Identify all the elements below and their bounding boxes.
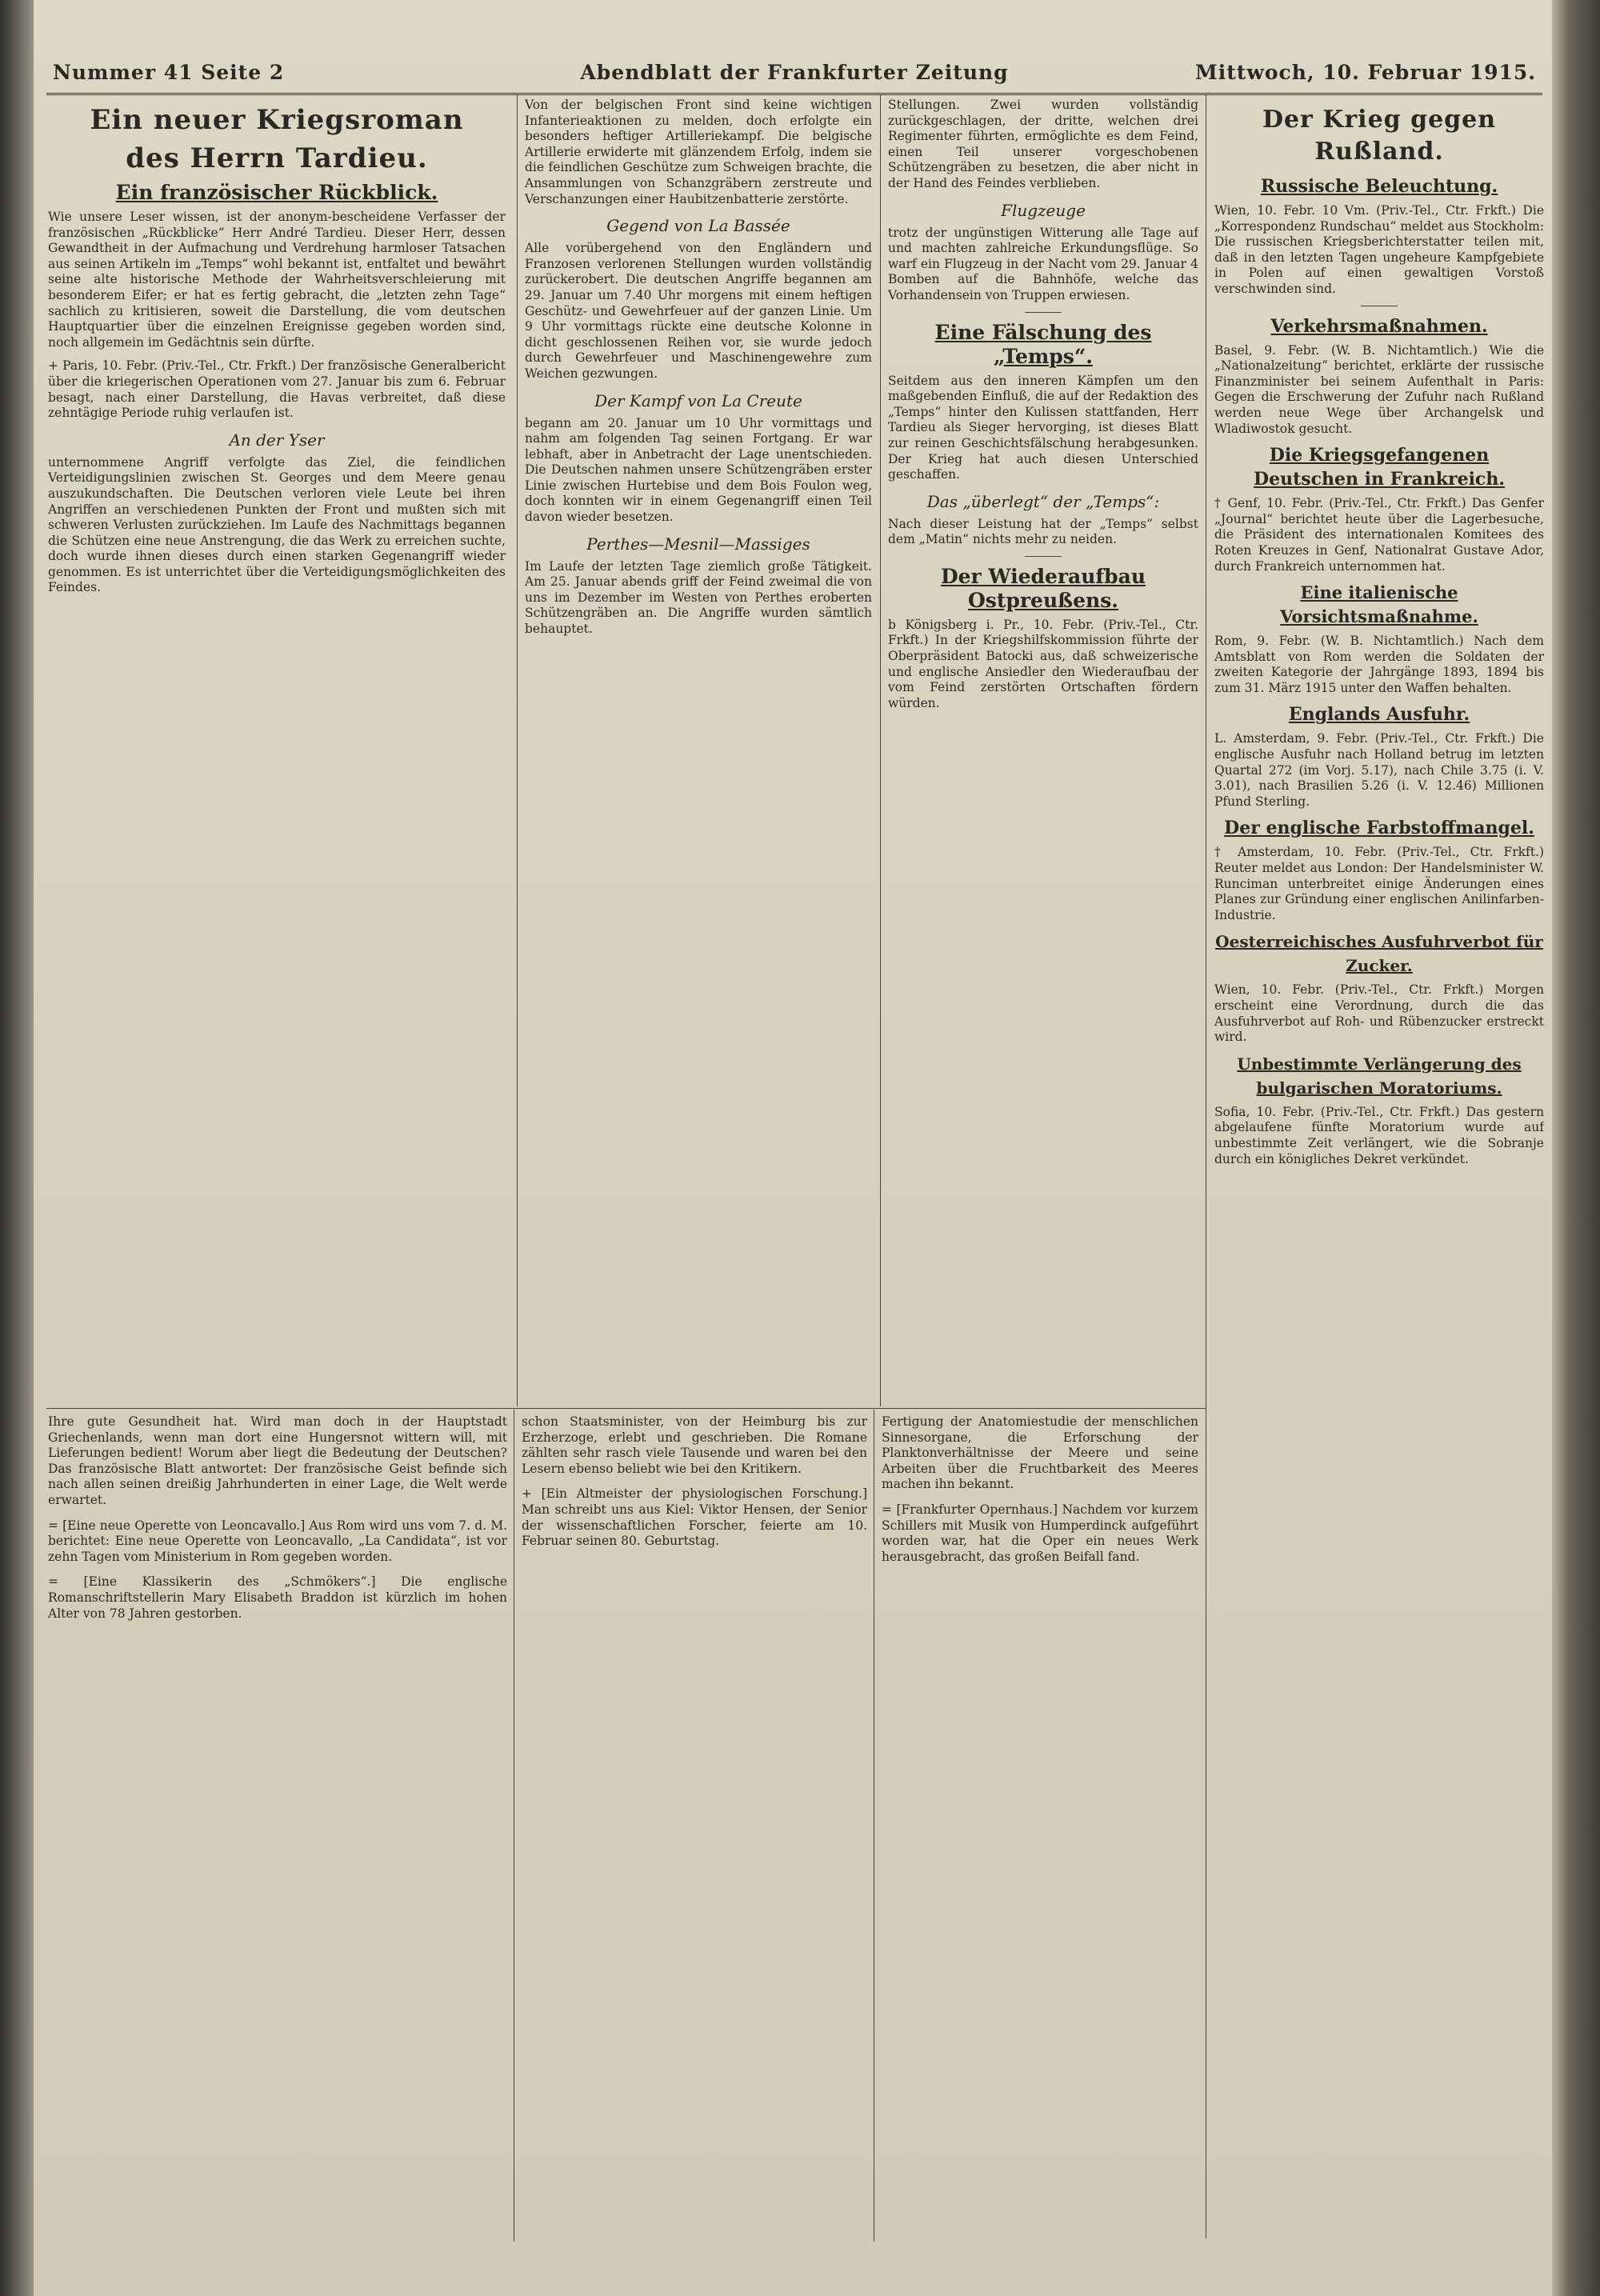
article-column-1: [48, 98, 506, 1403]
headline: Der Krieg gegen Rußland.: [1262, 106, 1497, 166]
article-text: Sofia, 10. Febr. (Priv.-Tel., Ctr. Frkft.) Das gestern abgelaufene fünfte Moratorium wurde auf unbestimmte Zeit verlängert, wie die Sobranje durch ein königliches Dekret verkündet.: [1214, 1104, 1544, 1166]
section-subheading: Flugzeuge: [1001, 200, 1086, 220]
separator: [1025, 556, 1062, 557]
page-number: Nummer 41 Seite 2: [53, 61, 285, 84]
subheadline: Russische Beleuchtung.: [1260, 176, 1498, 197]
feuilleton-text: = [Eine Klassikerin des „Schmökers“.] Die englische Romanschriftstellerin Mary Elisabeth Braddon ist kürzlich im hohen Alter von 78 Jahren gestorben.: [48, 1574, 507, 1621]
feuilleton-column-2: [522, 1414, 867, 2238]
article-text: Basel, 9. Febr. (W. B. Nichtamtlich.) Wie die „Nationalzeitung“ berichtet, erklärte der russische Finanzminister bei seinem Aufenthalt in Paris: Gegen die Erschwerung der Zufuhr nach Rußland werden neue Wege über Archangelsk und Wladiwostok gesucht.: [1214, 342, 1544, 436]
feuilleton-text: Fertigung der Anatomiestudie der menschlichen Sinnesorgane, die Erforschung der Planktonverhältnisse der Meere und seine Arbeiten über die Fruchtbarkeit des Meeres machen ihn bekannt.: [882, 1414, 1198, 1492]
article-text: Wien, 10. Febr. 10 Vm. (Priv.-Tel., Ctr. Frkft.) Die „Korrespondenz Rundschau“ meldet aus Stockholm: Die russischen Kriegsberichterstatter teilen mit, daß in den letzten Tagen ungeheure Kampfgebiete in Polen auf einen gewaltigen Vorstoß verschwinden sind.: [1214, 203, 1544, 296]
newspaper-name: Abendblatt der Frankfurter Zeitung: [580, 61, 1009, 84]
headline: Die Kriegsgefangenen Deutschen in Frankreich.: [1254, 445, 1505, 490]
section-subheading: Der Kampf von La Creute: [594, 390, 802, 410]
article-text: Wien, 10. Febr. (Priv.-Tel., Ctr. Frkft.) Morgen erscheint eine Verordnung, durch die das Ausfuhrverbot auf Roh- und Rübenzucker erstreckt wird.: [1214, 982, 1544, 1045]
column-rule: [880, 94, 881, 1406]
section-subheading: Das „überlegt“ der „Temps“:: [926, 491, 1160, 511]
separator: [1025, 312, 1062, 313]
headline: Der Wiederaufbau Ostpreußens.: [940, 564, 1146, 612]
feuilleton-text: = [Eine neue Operette von Leoncavallo.] Aus Rom wird uns vom 7. d. M. berichtet: Eine neue Operette von Leoncavallo, „La Candidata“, ist vor zehn Tagen vom Ministerium in Rom gegeben worden.: [48, 1518, 507, 1564]
article-column-2: [525, 98, 872, 1403]
article-text: unternommene Angriff verfolgte das Ziel, die feindlichen Verteidigungslinien zwischen St. Georges und dem Meere genau auszukundschaften. Die Deutschen verloren viele Leute bei ihren Angriffen an verschiedenen Punkten der Front und mußten sich mit schweren Verlusten zurückziehen. Im Laufe des Nachmittags begannen die Schützen eine neue Anstrengung, die das Werk zu erreichen suchte, doch wurde ihnen dieses durch einen starken Gegenangriff wieder genommen. Es ist unterrichtet über die Verteidigungsmöglichkeiten des Feindes.: [48, 454, 506, 595]
article-text: Von der belgischen Front sind keine wichtigen Infanterieaktionen zu melden, doch erfolgte ein besonders heftiger Artilleriekampf. Die belgische Artillerie erwiderte mit glänzendem Erfolg, indem sie die feindlichen Geschütze zum Schweigen brachte, die Ansammlungen von Schanzgräbern zerstreute und Verschanzungen einer Haubitzenbatterie zerstörte.: [525, 98, 872, 206]
headline: Englands Ausfuhr.: [1288, 704, 1470, 726]
article-text: † Amsterdam, 10. Febr. (Priv.-Tel., Ctr. Frkft.) Reuter meldet aus London: Der Handelsminister W. Runciman unterbreitet einige Änderungen eines Planes zur Gründung einer englischen Anilinfarben-Industrie.: [1214, 845, 1544, 922]
article-text: Rom, 9. Febr. (W. B. Nichtamtlich.) Nach dem Amtsblatt von Rom werden die Soldaten der zweiten Kategorie der Jahrgänge 1893, 1894 bis zum 31. März 1915 unter den Waffen behalten.: [1214, 634, 1544, 695]
article-text: L. Amsterdam, 9. Febr. (Priv.-Tel., Ctr. Frkft.) Die englische Ausfuhr nach Holland betrug im letzten Quartal 272 (im Vorj. 5.17), nach Chile 3.75 (i. V. 3.01), nach Brasilien 5.26 (i. V. 12.46) Millionen Pfund Sterling.: [1214, 731, 1544, 809]
feuilleton-column-3: [882, 1414, 1198, 2238]
feuilleton-column-1: [48, 1414, 507, 2238]
article-text: Wie unsere Leser wissen, ist der anonym-bescheidene Verfasser der französischen „Rückblicke“ Herr André Tardieu. Dieser Herr, dessen Gewandtheit in der Aufmachung und Verdrehung harmloser Tatsachen aus seinen Artikeln im „Temps“ wohl bekannt ist, entfaltet und bewährt seine alte historische Methode der Wahrheitsverschleierung mit besonderem Eifer; er hat es fertig gebracht, die „letzten zehn Tage“ sachlich zu kritisieren, soweit die Darstellung, die vom deutschen Hauptquartier über die einzelnen Ereignisse gegeben worden sind, noch allgemein im Gedächtnis sein dürfte.: [48, 210, 506, 350]
feuilleton-rule: [46, 1408, 1206, 1409]
feuilleton-text: schon Staatsminister, von der Heimburg bis zur Erzherzoge, erlebt und geschrieben. Die Romane zählten sehr rasch viele Tausende und waren bei den Lesern ebenso beliebt wie bei den Kritikern.: [522, 1414, 867, 1476]
headline: des Herrn Tardieu.: [126, 142, 428, 174]
article-text: Seitdem aus den inneren Kämpfen um den maßgebenden Einfluß, die auf der Redaktion des „Temps“ hinter den Kulissen stattfanden, Herr Tardieu als Sieger hervorging, ist dieses Blatt zur reinen Geschichtsfälschung herabgesunken. Der Krieg hat auch diesen Unterschied geschaffen.: [888, 373, 1198, 482]
column-rule: [517, 94, 518, 1406]
scan-right-edge: [1552, 0, 1600, 2296]
masthead: [46, 56, 1542, 95]
section-subheading: Gegend von La Bassée: [606, 216, 790, 236]
article-text: begann am 20. Januar um 10 Uhr vormittags und nahm am folgenden Tag seinen Fortgang. Er war lebhaft, aber in Anbetracht der Lage unentschieden. Die Deutschen nahmen unsere Schützengräben erster Linie zwischen Hurtebise und dem Bois Foulon weg, doch konnten wir in einem Gegenangriff einen Teil davon wieder besetzen.: [525, 415, 872, 525]
feuilleton-text: + [Ein Altmeister der physiologischen Forschung.] Man schreibt uns aus Kiel: Viktor Hensen, der Senior der wissenschaftlichen Forscher, feierte am 10. Februar seinen 80. Geburtstag.: [522, 1486, 867, 1549]
article-text: Stellungen. Zwei wurden vollständig zurückgeschlagen, der dritte, welchen drei Regimenter führten, ermöglichte es dem Feind, einen Teil unserer vorgeschobenen Schützengräben zu besetzen, die aber nicht in der Hand des Feindes verblieben.: [888, 98, 1198, 190]
article-column-4: [1214, 98, 1544, 2234]
article-text: Im Laufe der letzten Tage ziemlich große Tätigkeit. Am 25. Januar abends griff der Feind zweimal die von uns im Dezember im Westen von Perthes eroberten Schützengräben an. Die Angriffe wurden sämtlich behauptet.: [525, 558, 872, 637]
headline: Ein neuer Kriegsroman: [90, 104, 464, 136]
headline: Oesterreichisches Ausfuhrverbot für Zucker.: [1215, 932, 1543, 976]
article-column-3: [888, 98, 1198, 1403]
article-text: Alle vorübergehend von den Engländern und Franzosen verlorenen Stellungen wurden vollständig zurückerobert. Die deutschen Angriffe begannen am 29. Januar um 7.40 Uhr morgens mit einem heftigen Geschütz- und Gewehrfeuer auf der ganzen Linie. Um 9 Uhr vormittags rückte eine deutsche Kolonne in dicht geschlossenen Reihen vor, sie wurde jedoch durch Gewehrfeuer und Maschinengewehre zum Weichen gezwungen.: [525, 241, 872, 381]
scan-binding-edge: [0, 0, 34, 2296]
article-text: b Königsberg i. Pr., 10. Febr. (Priv.-Tel., Ctr. Frkft.) In der Kriegshilfskommission führte der Oberpräsident Batocki aus, daß schweizerische und englische Ansiedler den Wiederaufbau der vom Feind zerstörten Ortschaften fördern würden.: [888, 617, 1198, 710]
article-text: † Genf, 10. Febr. (Priv.-Tel., Ctr. Frkft.) Das Genfer „Journal“ berichtet heute über die Lagerbesuche, die Präsident des internationalen Komitees des Roten Kreuzes in Genf, Nationalrat Gustave Ador, durch Frankreich unternommen hat.: [1214, 496, 1544, 574]
headline: Verkehrsmaßnahmen.: [1270, 315, 1488, 337]
newspaper-page: [34, 0, 1552, 2296]
issue-date: Mittwoch, 10. Februar 1915.: [1195, 61, 1536, 84]
article-text: trotz der ungünstigen Witterung alle Tage auf und machten zahlreiche Erkundungsflüge. So warf ein Flugzeug in der Nacht vom 29. Januar 4 Bomben auf die Bahnhöfe, welche das Vorhandensein von Truppen erwiesen.: [888, 225, 1198, 302]
section-subheading: An der Yser: [229, 430, 325, 450]
headline: Unbestimmte Verlängerung des bulgarischen Moratoriums.: [1237, 1054, 1522, 1098]
headline: Eine Fälschung des „Temps“.: [934, 320, 1152, 368]
subheadline: Ein französischer Rückblick.: [115, 181, 438, 204]
article-text: Nach dieser Leistung hat der „Temps“ selbst dem „Matin“ nichts mehr zu neiden.: [888, 516, 1198, 547]
headline: Eine italienische Vorsichtsmaßnahme.: [1280, 582, 1478, 627]
section-subheading: Perthes—Mesnil—Massiges: [586, 534, 810, 554]
headline: Der englische Farbstoffmangel.: [1224, 818, 1534, 839]
feuilleton-text: = [Frankfurter Opernhaus.] Nachdem vor kurzem Schillers mit Musik von Humperdinck aufgeführt worden war, hat die Oper ein neues Werk herausgebracht, das großen Beifall fand.: [882, 1502, 1198, 1564]
article-text: + Paris, 10. Febr. (Priv.-Tel., Ctr. Frkft.) Der französische Generalbericht über die kriegerischen Operationen vom 27. Januar bis zum 6. Februar besagt, nach einer Darstellung, die Havas verbreitet, daß diese zehntägige Periode ruhig verlaufen ist.: [48, 358, 506, 421]
feuilleton-text: Ihre gute Gesundheit hat. Wird man doch in der Hauptstadt Griechenlands, wenn man dort eine Hungersnot wittern will, mit Lieferungen bedient! Worum aber liegt die Bedeutung der Deutschen? Das französische Blatt antwortet: Der französische Geist befinde sich nach allen seinen dreißig Jahrhunderten in einer Lage, die Welt werde erwartet.: [48, 1414, 507, 1507]
